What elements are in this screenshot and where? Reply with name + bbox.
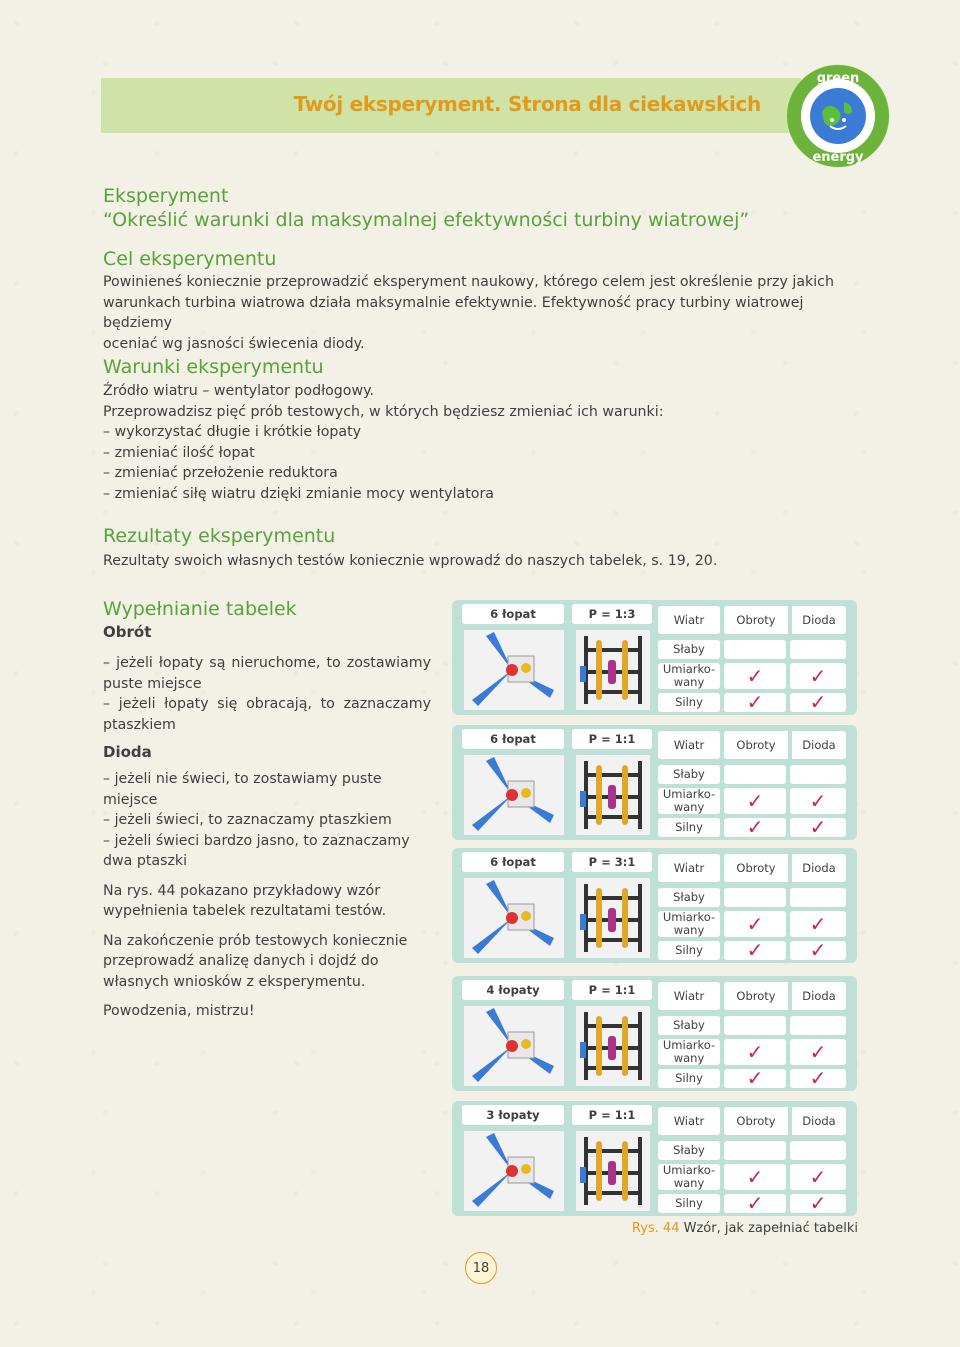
check-mark: ✓ [724,1069,786,1088]
check-mark: ✓ [724,911,786,937]
figure-caption [632,1221,858,1236]
check-mark: ✓ [724,693,786,712]
logo-bottom-text: energy [812,150,864,165]
filling-section [103,598,431,1022]
empty-cell [724,1141,786,1160]
blades-label: 6 łopat [462,852,564,872]
row-label-umiarkowany: Umiarko- wany [658,911,720,937]
row-label-slaby: Słaby [658,640,720,659]
goal-line: Powinieneś koniecznie przeprowadzić eksperyment naukowy, którego celem jest określenie przy jakich [103,274,834,290]
empty-cell [790,1141,846,1160]
check-mark: ✓ [790,1194,846,1213]
turbine-photo [464,630,564,710]
gearbox-photo [576,755,650,835]
header-group [724,731,846,759]
conditions-line: – zmieniać ilość łopat [103,444,255,461]
header-obroty: Obroty [724,1107,792,1135]
ratio-label: P = 3:1 [572,852,652,872]
check-mark: ✓ [790,788,846,814]
dioda-line: – jeżeli świeci, to zaznaczamy ptaszkiem [103,812,392,828]
conditions-line: Źródło wiatru – wentylator podłogowy. [103,383,374,399]
header-wiatr: Wiatr [658,731,720,759]
header-dioda: Dioda [802,1113,836,1128]
experiment-title-block [103,184,843,232]
row-label-slaby: Słaby [658,1016,720,1035]
row-label-slaby: Słaby [658,888,720,907]
row-label-silny: Silny [658,818,720,837]
row-label-silny: Silny [658,1194,720,1213]
turbine-photo [464,1131,564,1211]
gearbox-photo [576,878,650,958]
check-mark: ✓ [790,911,846,937]
dioda-heading: Dioda [103,743,152,761]
experiment-title: “Określić warunki dla maksymalnej efektywności turbiny wiatrowej” [103,209,750,231]
gearbox-photo [576,1006,650,1086]
row-label-umiarkowany: Umiarko- wany [658,663,720,689]
ratio-label: P = 1:1 [572,980,652,1000]
blades-label: 6 łopat [462,604,564,624]
ratio-label: P = 1:1 [572,729,652,749]
row-label-umiarkowany: Umiarko- wany [658,1039,720,1065]
check-mark: ✓ [724,941,786,960]
empty-cell [724,1016,786,1035]
header-bar [101,78,801,133]
conditions-line: – zmieniać siłę wiatru dzięki zmianie mocy wentylatora [103,485,494,502]
check-mark: ✓ [724,1039,786,1065]
turbine-photo [464,878,564,958]
check-mark: ✓ [790,941,846,960]
results-section [103,525,843,572]
header-dioda: Dioda [802,737,836,752]
empty-cell [790,640,846,659]
empty-cell [724,640,786,659]
results-heading: Rezultaty eksperymentu [103,525,336,547]
filling-heading: Wypełnianie tabelek [103,598,297,620]
green-energy-logo [782,62,894,170]
header-group [724,982,846,1010]
blades-label: 3 łopaty [462,1105,564,1125]
conditions-line: – wykorzystać długie i krótkie łopaty [103,424,362,440]
logo-top-text: green [816,71,860,86]
row-label-umiarkowany: Umiarko- wany [658,788,720,814]
conditions-section [103,356,803,504]
goal-section [103,248,863,354]
header-dioda: Dioda [802,612,836,627]
ratio-label: P = 1:3 [572,604,652,624]
dioda-line: – jeżeli świeci bardzo jasno, to zaznaczamy dwa ptaszki [103,832,410,869]
check-mark: ✓ [790,1039,846,1065]
empty-cell [724,765,786,784]
row-label-umiarkowany: Umiarko- wany [658,1164,720,1190]
goal-line: oceniać wg jasności świecenia diody. [103,335,365,352]
header-obroty: Obroty [724,606,792,634]
row-label-slaby: Słaby [658,765,720,784]
check-mark: ✓ [790,663,846,689]
header-wiatr: Wiatr [658,606,720,634]
ratio-label: P = 1:1 [572,1105,652,1125]
header-wiatr: Wiatr [658,982,720,1010]
header-dioda: Dioda [802,860,836,875]
obrot-heading: Obrót [103,623,152,641]
conditions-line: Przeprowadzisz pięć prób testowych, w których będziesz zmieniać ich warunki: [103,403,664,420]
turbine-photo [464,755,564,835]
header-title: Twój eksperyment. Strona dla ciekawskich [293,92,761,116]
goal-heading: Cel eksperymentu [103,248,277,270]
result-table [452,848,857,963]
result-table [452,600,857,715]
dioda-line: – jeżeli nie świeci, to zostawiamy puste miejsce [103,771,382,808]
header-group [724,606,846,634]
row-label-silny: Silny [658,693,720,712]
check-mark: ✓ [724,663,786,689]
obrot-line: – jeżeli łopaty się obracają, to zaznaczamy ptaszkiem [103,696,431,733]
check-mark: ✓ [724,1194,786,1213]
empty-cell [790,888,846,907]
check-mark: ✓ [724,818,786,837]
empty-cell [790,1016,846,1035]
filling-para: Powodzenia, mistrzu! [103,1003,255,1019]
experiment-label: Eksperyment [103,185,229,207]
empty-cell [790,765,846,784]
goal-line: warunkach turbina wiatrowa działa maksymalnie efektywnie. Efektywność pracy turbiny wiatrowej będziemy [103,294,804,331]
turbine-photo [464,1006,564,1086]
gearbox-photo [576,1131,650,1211]
header-obroty: Obroty [724,982,792,1010]
filling-para: Na rys. 44 pokazano przykładowy wzór wypełnienia tabelek rezultatami testów. [103,882,387,919]
check-mark: ✓ [724,1164,786,1190]
check-mark: ✓ [790,1164,846,1190]
obrot-line: – jeżeli łopaty są nieruchome, to zostawiamy puste miejsce [103,655,431,692]
result-table [452,976,857,1091]
results-text: Rezultaty swoich własnych testów koniecznie wprowadź do naszych tabelek, s. 19, 20. [103,553,718,569]
conditions-line: – zmieniać przełożenie reduktora [103,465,338,481]
blades-label: 4 łopaty [462,980,564,1000]
header-group [724,1107,846,1135]
result-table [452,1101,857,1216]
check-mark: ✓ [790,693,846,712]
page-number: 18 [465,1252,497,1284]
result-table [452,725,857,840]
check-mark: ✓ [790,818,846,837]
row-label-slaby: Słaby [658,1141,720,1160]
header-group [724,854,846,882]
header-wiatr: Wiatr [658,1107,720,1135]
gearbox-photo [576,630,650,710]
header-dioda: Dioda [802,988,836,1003]
check-mark: ✓ [724,788,786,814]
blades-label: 6 łopat [462,729,564,749]
empty-cell [724,888,786,907]
header-wiatr: Wiatr [658,854,720,882]
caption-text: Wzór, jak zapełniać tabelki [679,1221,858,1236]
row-label-silny: Silny [658,1069,720,1088]
row-label-silny: Silny [658,941,720,960]
filling-para: Na zakończenie prób testowych koniecznie przeprowadź analizę danych i dojdź do własnych wniosków z eksperymentu. [103,932,408,990]
caption-prefix: Rys. 44 [631,1221,680,1236]
check-mark: ✓ [790,1069,846,1088]
conditions-heading: Warunki eksperymentu [103,356,324,378]
header-obroty: Obroty [724,731,792,759]
header-obroty: Obroty [724,854,792,882]
